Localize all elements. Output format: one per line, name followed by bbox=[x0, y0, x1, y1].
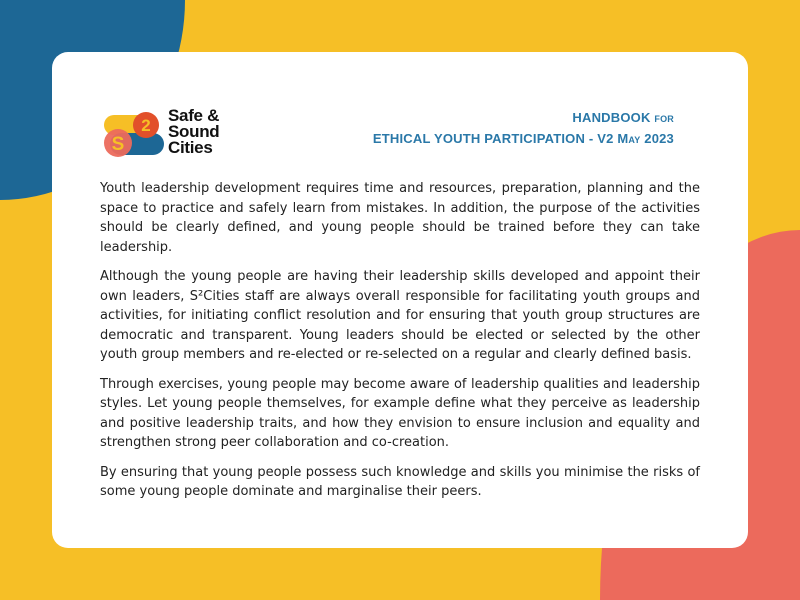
header-subtitle-small: AY bbox=[628, 135, 641, 145]
logo-mark-icon bbox=[102, 109, 166, 161]
header-year: 2023 bbox=[640, 131, 674, 146]
logo-line: Sound bbox=[168, 122, 220, 141]
logo-mark-s: S bbox=[111, 134, 125, 155]
document-header bbox=[373, 108, 674, 150]
logo-mark-2: 2 bbox=[141, 116, 151, 135]
document-card bbox=[52, 52, 748, 548]
logo-text bbox=[168, 108, 219, 156]
paragraph: By ensuring that young people possess such knowledge and skills you minimise the risks of some young people dominate and marginalise their peers. bbox=[100, 464, 700, 499]
document-body bbox=[100, 179, 700, 512]
paragraph: Youth leadership development requires time and resources, preparation, planning and the space to practice and safely learn from mistakes. In addition, the purpose of the activities should be clearly defined, and young people should be trained before they can take leadership. bbox=[100, 181, 700, 255]
s2cities-logo bbox=[102, 106, 242, 161]
header-for: FOR bbox=[654, 114, 674, 124]
header-subtitle: ETHICAL YOUTH PARTICIPATION - V2 M bbox=[372, 131, 629, 146]
paragraph: Through exercises, young people may become aware of leadership qualities and leadership styles. Let young people themselves, for example define what they perceive as leadership and positive leadership traits, and how they envision to ensure inclusion and equality and strengthen strong peer collaboration and co-creation. bbox=[100, 376, 700, 450]
header-title: HANDBOOK bbox=[572, 110, 651, 125]
logo-line: Cities bbox=[168, 138, 213, 157]
paragraph: Although the young people are having their leadership skills developed and appoint their own leaders, S²Cities staff are always overall responsible for facilitating youth groups and activities, for initiating conflict resolution and for ensuring that youth group structures are democratic and transparent. Young leaders should be elected or selected by the other youth group members and re-elected or re-selected on a regular and clearly defined basis. bbox=[100, 269, 700, 362]
logo-line: Safe & bbox=[168, 106, 220, 125]
